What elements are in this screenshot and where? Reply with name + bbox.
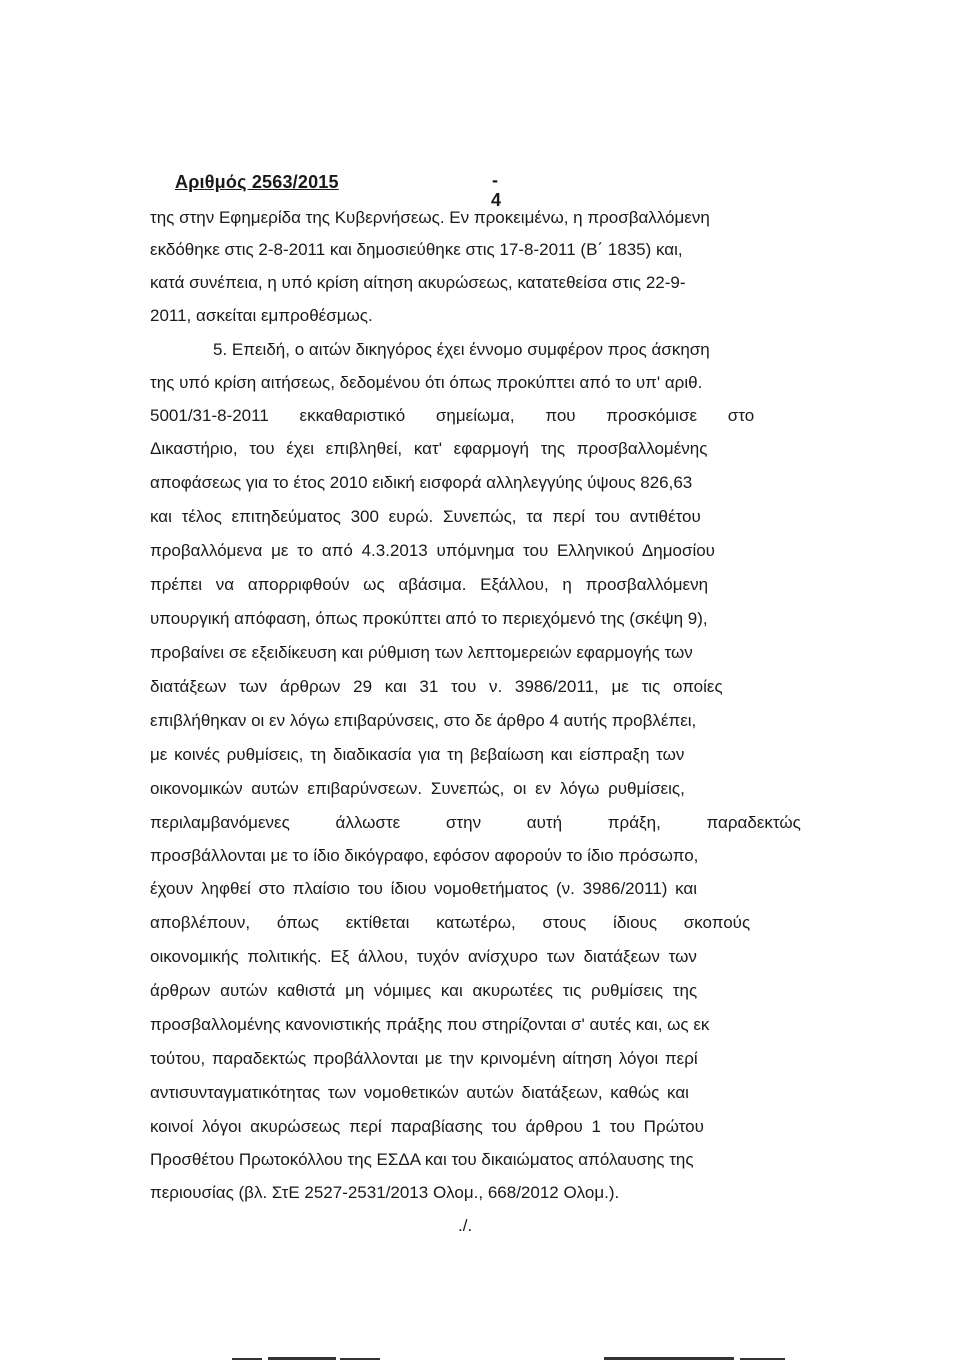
scan-artifact-strip bbox=[0, 1349, 960, 1370]
text-line: προσβάλλονται με το ίδιο δικόγραφο, εφόσον αφορούν το ίδιο πρόσωπο, bbox=[150, 846, 699, 865]
text-line: 5. Επειδή, ο αιτών δικηγόρος έχει έννομο συμφέρον προς άσκηση bbox=[213, 340, 710, 359]
text-line: 5001/31-8-2011 εκκαθαριστικό σημείωμα, που προσκόμισε στο bbox=[150, 406, 755, 425]
text-line: κοινοί λόγοι ακυρώσεως περί παραβίασης του άρθρου 1 του Πρώτου bbox=[150, 1117, 704, 1136]
text-line: έχουν ληφθεί στο πλαίσιο του ίδιου νομοθετήματος (ν. 3986/2011) και bbox=[150, 879, 698, 898]
text-line: Προσθέτου Πρωτοκόλλου της ΕΣΔΑ και του δικαιώματος απόλαυσης της bbox=[150, 1150, 694, 1169]
text-line: περιουσίας (βλ. ΣτΕ 2527-2531/2013 Ολομ., 668/2012 Ολομ.). bbox=[150, 1183, 620, 1202]
text-line: επιβλήθηκαν οι εν λόγω επιβαρύνσεις, στο δε άρθρο 4 αυτής προβλέπει, bbox=[150, 711, 697, 730]
text-line: αποφάσεως για το έτος 2010 ειδική εισφορά αλληλεγγύης ύψους 826,63 bbox=[150, 473, 693, 492]
text-line: οικονομικής πολιτικής. Εξ άλλου, τυχόν ανίσχυρο των διατάξεων των bbox=[150, 947, 697, 966]
end-mark: ./. bbox=[458, 1216, 473, 1235]
text-line: και τέλος επιτηδεύματος 300 ευρώ. Συνεπώς, τα περί του αντιθέτου bbox=[150, 507, 701, 526]
text-line: της στην Εφημερίδα της Κυβερνήσεως. Εν προκειμένω, η προσβαλλόμενη bbox=[150, 208, 710, 227]
text-line: διατάξεων των άρθρων 29 και 31 του ν. 3986/2011, με τις οποίες bbox=[150, 677, 723, 696]
case-number-heading: Αριθμός 2563/2015 bbox=[175, 172, 339, 192]
text-line: κατά συνέπεια, η υπό κρίση αίτηση ακυρώσεως, κατατεθείσα στις 22-9- bbox=[150, 273, 686, 292]
page-number: 4 bbox=[491, 190, 502, 210]
text-line: τούτου, παραδεκτώς προβάλλονται με την κρινομένη αίτηση λόγοι περί bbox=[150, 1049, 698, 1068]
text-line: της υπό κρίση αιτήσεως, δεδομένου ότι όπως προκύπτει από το υπ' αριθ. bbox=[150, 373, 703, 392]
text-line: 2011, ασκείται εμπροθέσμως. bbox=[150, 306, 373, 325]
text-line: προσβαλλομένης κανονιστικής πράξης που στηρίζονται σ' αυτές και, ως εκ bbox=[150, 1015, 710, 1034]
text-line: πρέπει να απορριφθούν ως αβάσιμα. Εξάλλου, η προσβαλλόμενη bbox=[150, 575, 709, 594]
text-line: άρθρων αυτών καθιστά μη νόμιμες και ακυρωτέες τις ρυθμίσεις της bbox=[150, 981, 698, 1000]
text-line: προβαίνει σε εξειδίκευση και ρύθμιση των λεπτομερειών εφαρμογής των bbox=[150, 643, 693, 662]
text-line: οικονομικών αυτών επιβαρύνσεων. Συνεπώς, οι εν λόγω ρυθμίσεις, bbox=[150, 779, 685, 798]
header-dash: - bbox=[492, 170, 498, 190]
text-line: αποβλέπουν, όπως εκτίθεται κατωτέρω, στους ίδιους σκοπούς bbox=[150, 913, 751, 932]
text-line: εκδόθηκε στις 2-8-2011 και δημοσιεύθηκε στις 17-8-2011 (Β΄ 1835) και, bbox=[150, 240, 683, 259]
text-line: προβαλλόμενα με το από 4.3.2013 υπόμνημα του Ελληνικού Δημοσίου bbox=[150, 541, 715, 560]
text-line: περιλαμβανόμενες άλλωστε στην αυτή πράξη, παραδεκτώς bbox=[150, 813, 801, 832]
text-line: Δικαστήριο, του έχει επιβληθεί, κατ' εφαρμογή της προσβαλλομένης bbox=[150, 439, 708, 458]
text-line: με κοινές ρυθμίσεις, τη διαδικασία για τη βεβαίωση και είσπραξη των bbox=[150, 745, 685, 764]
text-line: αντισυνταγματικότητας των νομοθετικών αυτών διατάξεων, καθώς και bbox=[150, 1083, 689, 1102]
text-line: υπουργική απόφαση, όπως προκύπτει από το περιεχόμενό της (σκέψη 9), bbox=[150, 609, 708, 628]
